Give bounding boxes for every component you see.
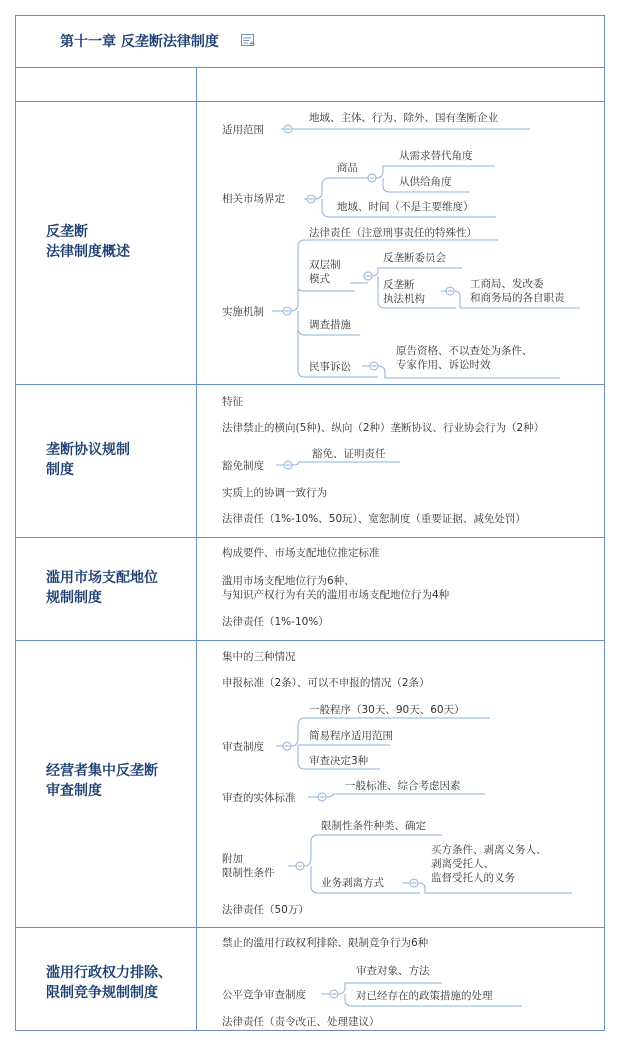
section-heading-line: 垄断协议规制 [46, 442, 130, 458]
node-committee[interactable]: 反垄断委员会 [383, 252, 446, 264]
node-line: 反垄断 [383, 279, 415, 291]
node-general-procedure[interactable]: 一般程序（30天、90天、60天） [309, 704, 465, 716]
node-agency-detail[interactable] [470, 277, 565, 305]
section-heading-line: 规制制度 [46, 590, 102, 606]
node-exemption[interactable]: 豁免制度 [222, 460, 264, 472]
section-heading-line: 法律制度概述 [46, 244, 130, 260]
node-agency[interactable] [383, 278, 425, 306]
node-line: 滥用市场支配地位行为6种、 [222, 575, 355, 587]
section-heading-line: 审查制度 [46, 783, 102, 799]
node-line: 工商局、发改委 [470, 278, 544, 290]
node-legal-liability[interactable]: 法律责任（注意刑事责任的特殊性） [309, 227, 477, 239]
node-concerted[interactable]: 实质上的协调一致行为 [222, 487, 327, 499]
node-line: 原告资格、不以查处为条件、 [396, 345, 533, 357]
section-heading-line: 限制竞争规制制度 [46, 985, 158, 1001]
node-decision[interactable]: 审查决定3种 [309, 755, 369, 767]
section-heading [46, 761, 158, 801]
node-prohibited-agreements[interactable]: 法律禁止的横向(5种)、纵向（2种）垄断协议、行业协会行为（2种） [222, 422, 545, 434]
node-fair-review[interactable]: 公平竞争审查制度 [222, 989, 306, 1001]
section-heading [46, 568, 158, 608]
node-elements[interactable]: 构成要件、市场支配地位推定标准 [222, 547, 380, 559]
section-heading-line: 滥用市场支配地位 [46, 570, 158, 586]
node-liability[interactable]: 法律责任（责令改正、处理建议） [222, 1016, 380, 1028]
node-review-targets[interactable]: 审查对象、方法 [356, 965, 430, 977]
node-region-time[interactable]: 地域、时间（不是主要维度） [337, 201, 474, 213]
node-line: 和商务局的各自职责 [470, 292, 565, 304]
section-heading-line: 经营者集中反垄断 [46, 763, 158, 779]
node-line: 监督受托人的义务 [431, 872, 515, 884]
node-dual-mode[interactable] [309, 258, 341, 286]
node-line: 双层制 [309, 259, 341, 271]
node-conditions[interactable] [222, 852, 275, 880]
node-civil-litigation[interactable]: 民事诉讼 [309, 361, 351, 373]
node-condition-types[interactable]: 限制性条件种类、确定 [321, 820, 426, 832]
node-divestiture[interactable]: 业务剥离方式 [321, 877, 384, 889]
node-line: 专家作用、诉讼时效 [396, 359, 491, 371]
node-line: 模式 [309, 273, 330, 285]
node-simple-procedure[interactable]: 简易程序适用范围 [309, 730, 393, 742]
section-heading-line: 制度 [46, 462, 74, 478]
node-investigation[interactable]: 调查措施 [309, 319, 351, 331]
node-line: 剥离受托人、 [431, 858, 494, 870]
node-civil-detail[interactable] [396, 344, 533, 372]
node-filing[interactable]: 申报标准（2条）、可以不申报的情况（2条） [222, 677, 430, 689]
section-heading-line: 反垄断 [46, 224, 88, 240]
node-existing-policies[interactable]: 对已经存在的政策措施的处理 [356, 990, 493, 1002]
node-review[interactable]: 审查制度 [222, 741, 264, 753]
node-substantive[interactable]: 审查的实体标准 [222, 792, 296, 804]
node-market-definition[interactable]: 相关市场界定 [222, 193, 285, 205]
node-abuse[interactable] [222, 574, 449, 602]
node-applicable-scope[interactable]: 适用范围 [222, 124, 264, 136]
node-liability[interactable]: 法律责任（50万） [222, 904, 309, 916]
node-line: 与知识产权行为有关的滥用市场支配地位行为4种 [222, 589, 450, 601]
node-line: 限制性条件 [222, 867, 275, 879]
node-features[interactable]: 特征 [222, 396, 243, 408]
node-divestiture-detail[interactable] [431, 843, 547, 885]
section-heading [46, 963, 172, 1003]
section-heading-line: 滥用行政权力排除、 [46, 965, 172, 981]
section-heading [46, 222, 130, 262]
node-liability[interactable]: 法律责任（1%-10%） [222, 616, 329, 628]
page-title: 第十一章 反垄断法律制度 [60, 34, 219, 50]
node-line: 买方条件、剥离义务人、 [431, 844, 547, 856]
node-goods[interactable]: 商品 [337, 162, 358, 174]
node-supply-angle[interactable]: 从供给角度 [399, 176, 452, 188]
node-prohibited-admin[interactable]: 禁止的滥用行政权利排除、限制竞争行为6种 [222, 937, 429, 949]
node-substantive-detail[interactable]: 一般标准、综合考虑因素 [345, 780, 461, 792]
node-liability[interactable]: 法律责任（1%-10%、50玩）、宽恕制度（重要证据、减免处罚） [222, 513, 526, 525]
node-three-cases[interactable]: 集中的三种情况 [222, 651, 296, 663]
node-scope-detail[interactable]: 地域、主体、行为、除外、国有垄断企业 [309, 112, 498, 124]
node-exemption-detail[interactable]: 豁免、证明责任 [312, 448, 386, 460]
node-enforcement[interactable]: 实施机制 [222, 306, 264, 318]
section-heading [46, 440, 130, 480]
node-line: 执法机构 [383, 293, 425, 305]
node-demand-angle[interactable]: 从需求替代角度 [399, 150, 473, 162]
node-line: 附加 [222, 853, 243, 865]
